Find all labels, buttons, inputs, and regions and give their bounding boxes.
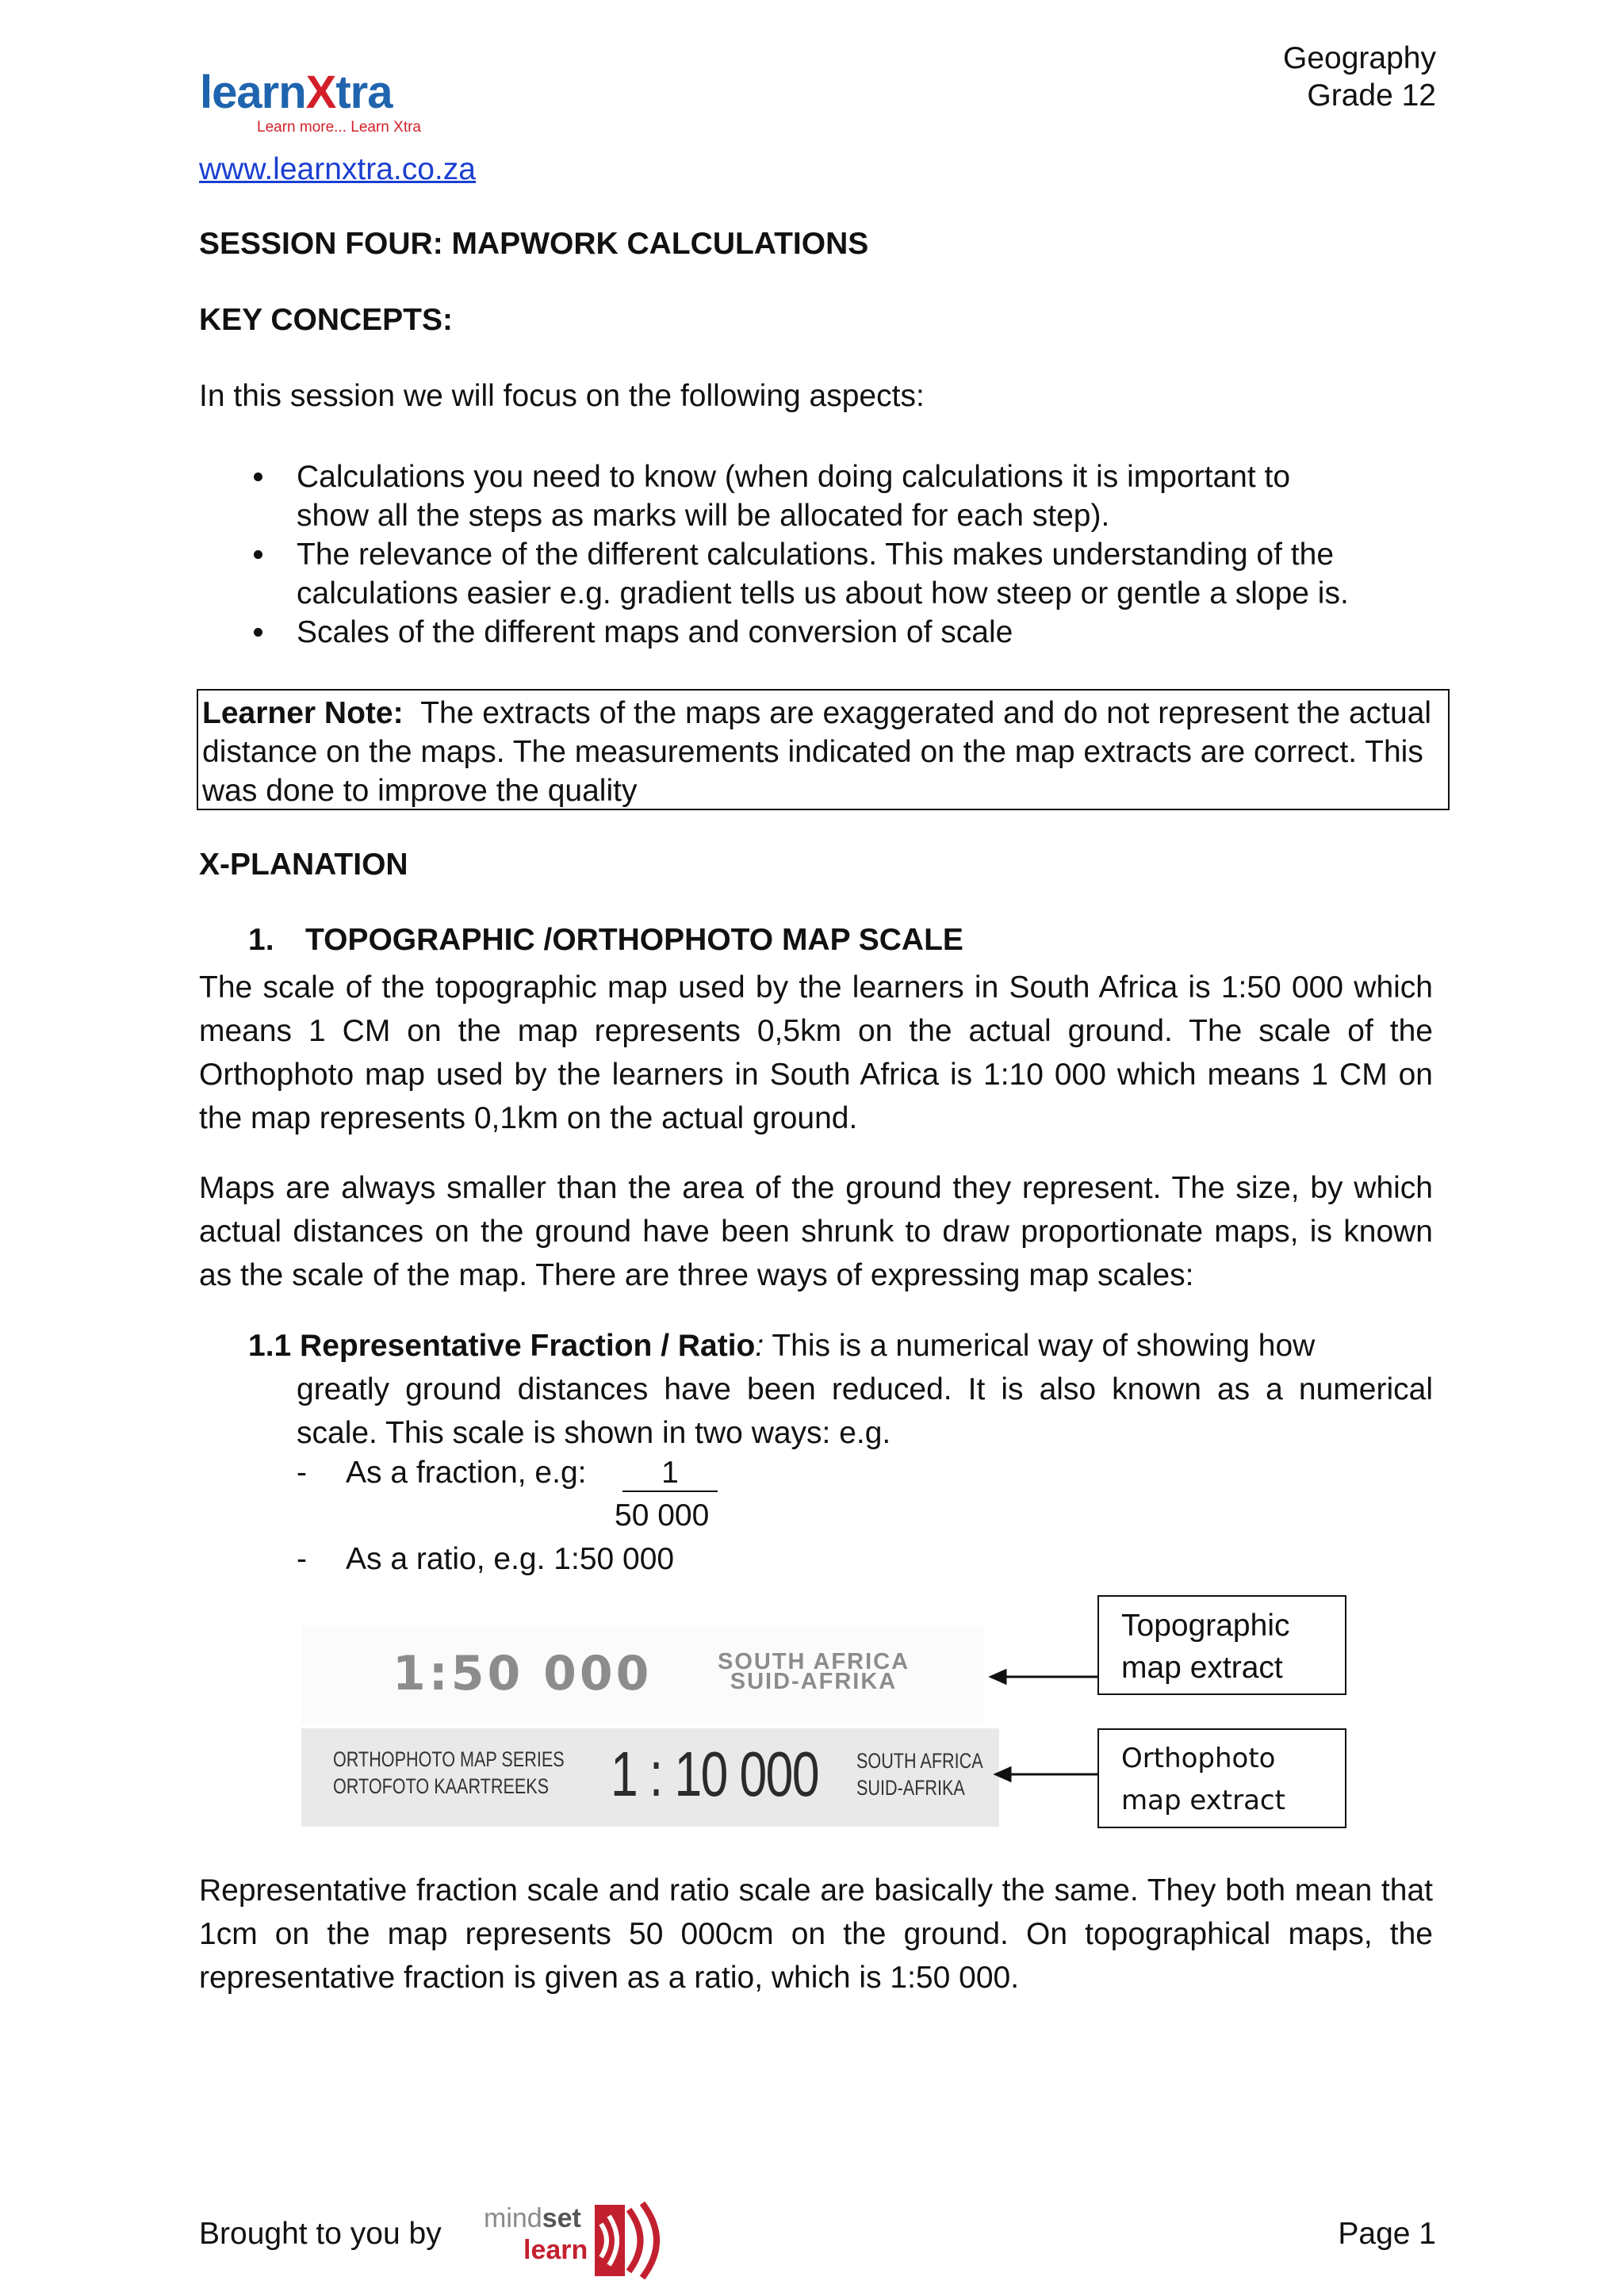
key-concepts-heading: KEY CONCEPTS: bbox=[199, 303, 453, 337]
learner-note-text: The extracts of the maps are exaggerated and do not represent the actual distance on the maps. The measurements indicated on the map extracts are correct. This was done to improve the quality bbox=[202, 696, 1432, 808]
website-link[interactable]: www.learnxtra.co.za bbox=[199, 152, 476, 186]
subject-label: Geography bbox=[1283, 41, 1436, 75]
learnxtra-logo bbox=[200, 67, 469, 146]
bullet-icon bbox=[254, 473, 262, 481]
ratio-label: As a ratio, e.g. 1:50 000 bbox=[346, 1542, 675, 1576]
rf-first-line: 1.1 Representative Fraction / Ratio: This is a numerical way of showing how bbox=[248, 1329, 1316, 1363]
list-item: The relevance of the different calculations. This makes understanding of the calculations easier e.g. gradient tells us about how steep or gentle a slope is. bbox=[236, 535, 1442, 613]
subject-grade bbox=[1283, 40, 1436, 114]
session-title: SESSION FOUR: MAPWORK CALCULATIONS bbox=[199, 227, 869, 261]
mindset-learn-logo: mindset learn bbox=[484, 2200, 678, 2279]
orthophoto-callout: Orthophoto map extract bbox=[1097, 1728, 1346, 1828]
learner-note-box bbox=[197, 689, 1450, 810]
bullet-icon bbox=[254, 628, 262, 637]
rf-description: greatly ground distances have been reduced. It is also known as a numerical scale. This scale is shown in two ways: e.g. bbox=[297, 1372, 1433, 1450]
topo-country-text: SOUTH AFRICA SUID-AFRIKA bbox=[718, 1649, 910, 1694]
list-item: Calculations you need to know (when doing calculations it is important to show all the steps as marks will be allocated for each step). bbox=[236, 457, 1442, 535]
logo-wordmark: learnXtra bbox=[200, 67, 393, 118]
dash-marker: - bbox=[297, 1542, 307, 1576]
scale-paragraph: The scale of the topographic map used by the learners in South Africa is 1:50 000 which means 1 CM on the map represents 0,5km on the actual ground. The scale of the Orthophoto map used by the learners in South Africa is 1:10 000 which means 1 CM on the map represents 0,1km on the actual ground. bbox=[199, 970, 1433, 1135]
maps-paragraph: Maps are always smaller than the area of the ground they represent. The size, by which actual distances on the ground have been shrunk to draw proportionate maps, is known as the scale of the map. There are three ways of expressing map scales: bbox=[199, 1171, 1433, 1292]
learner-note-label: Learner Note: bbox=[202, 696, 404, 730]
topo-arrow-icon bbox=[991, 1670, 1097, 1683]
brought-by-text: Brought to you by bbox=[199, 2217, 442, 2251]
dash-marker: - bbox=[297, 1456, 307, 1490]
logo-tagline: Learn more... Learn Xtra bbox=[257, 119, 421, 136]
fraction-label: As a fraction, e.g: bbox=[346, 1456, 587, 1490]
ortho-country-text: SOUTH AFRICA SUID-AFRIKA bbox=[856, 1749, 983, 1800]
topographic-callout: Topographic map extract bbox=[1097, 1595, 1346, 1695]
mindset-signal-icon bbox=[484, 2200, 678, 2279]
aspects-list bbox=[236, 457, 1442, 652]
fraction-numerator: 1 bbox=[622, 1456, 718, 1492]
fraction-denominator: 50 000 bbox=[615, 1498, 710, 1533]
page-number: Page 1 bbox=[1338, 2217, 1436, 2251]
section-heading: 1. TOPOGRAPHIC /ORTHOPHOTO MAP SCALE bbox=[248, 923, 963, 957]
list-item: Scales of the different maps and conversion of scale bbox=[236, 613, 1442, 652]
bullet-icon bbox=[254, 550, 262, 559]
intro-text: In this session we will focus on the following aspects: bbox=[199, 379, 925, 413]
ortho-arrow-icon bbox=[996, 1768, 1097, 1781]
ortho-series-text: ORTHOPHOTO MAP SERIES ORTOFOTO KAARTREEKS bbox=[333, 1747, 565, 1798]
grade-label: Grade 12 bbox=[1307, 78, 1436, 113]
rf-heading: 1.1 Representative Fraction / Ratio bbox=[248, 1329, 756, 1363]
ortho-scale-text: 1 : 10 000 bbox=[611, 1739, 818, 1809]
fraction-ratio-paragraph: Representative fraction scale and ratio scale are basically the same. They both mean that 1cm on the map represents 50 000cm on the ground. On topographical maps, the representative fraction is given as a ratio, which is 1:50 000. bbox=[199, 1873, 1433, 1995]
xplanation-heading: X-PLANATION bbox=[199, 848, 408, 882]
topo-scale-text: 1:50 000 bbox=[393, 1646, 653, 1701]
